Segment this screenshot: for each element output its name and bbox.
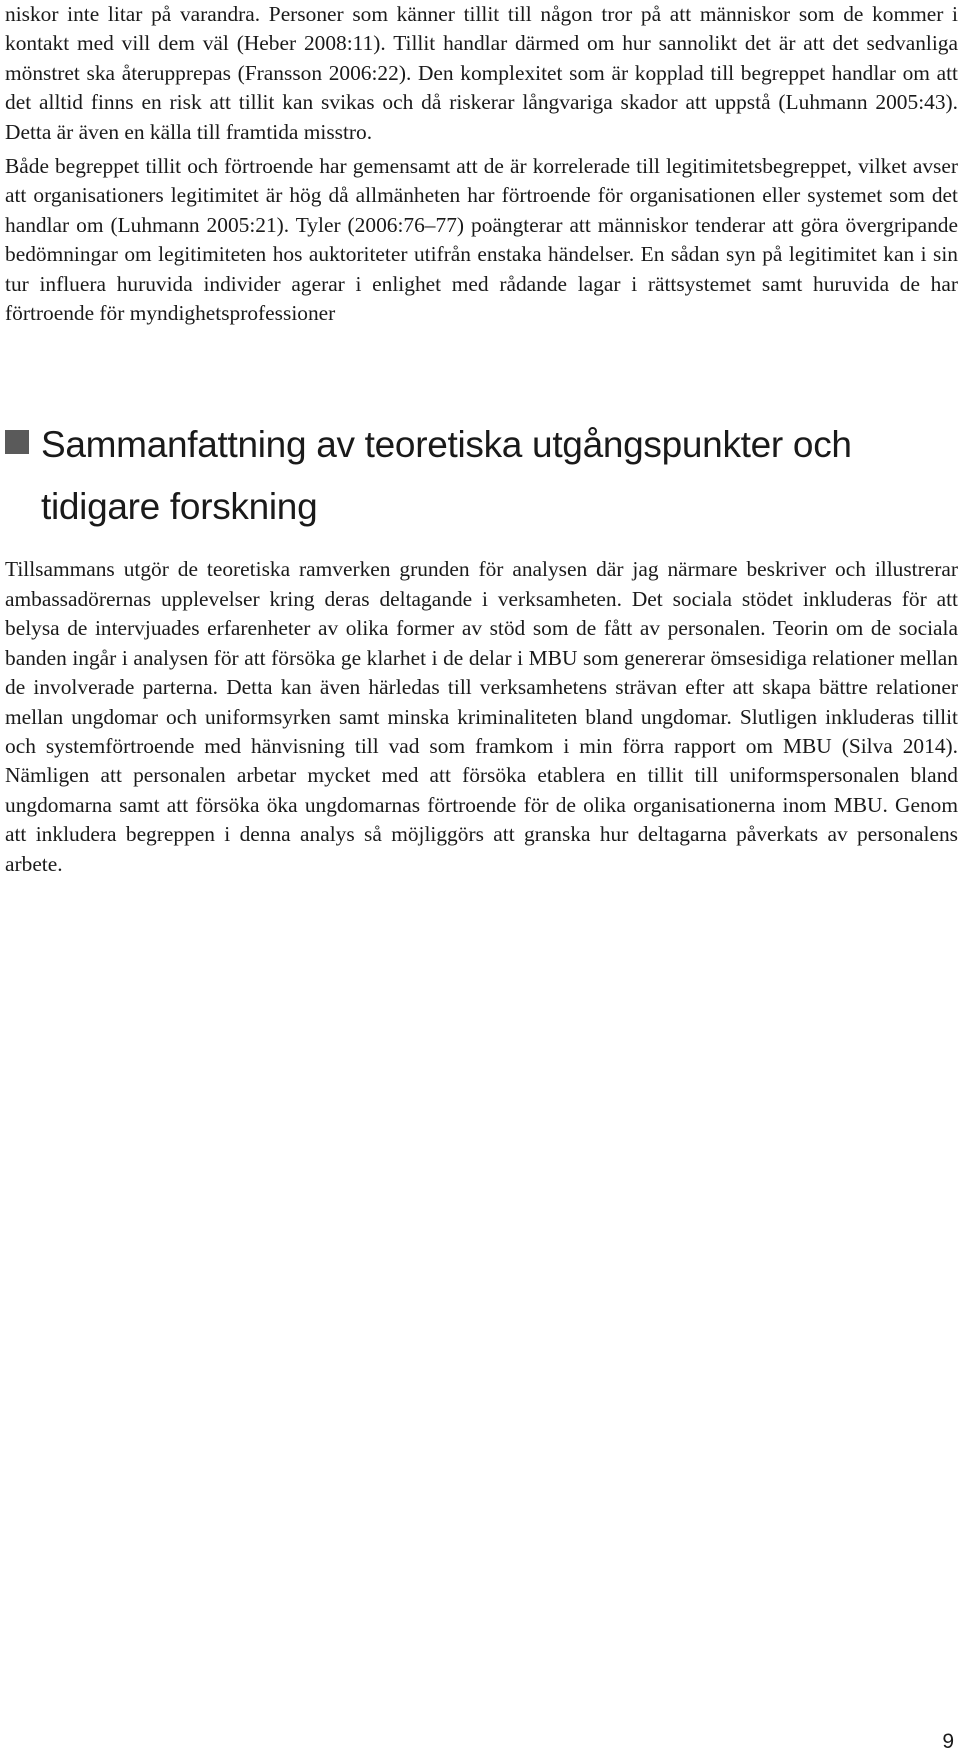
section-heading: Sammanfattning av teoretiska utgångspunkter och tidigare forskning <box>41 424 852 528</box>
section-heading-block <box>5 414 958 538</box>
square-bullet-icon <box>5 430 29 454</box>
document-page <box>5 0 958 879</box>
page-number: 9 <box>942 1730 954 1753</box>
body-paragraph-2: Både begreppet tillit och förtroende har gemensamt att de är korrelerade till legitimitetsbegreppet, vilket avser att organisationers legitimitet är hög då allmänheten har förtroende för organisationen eller systemet som det handlar om (Luhmann 2005:21). Tyler (2006:76–77) poängterar att människor tenderar att göra övergripande bedömningar om legitimiteten hos auktoriteter utifrån enstaka händelser. En sådan syn på legitimitet kan i sin tur influera huruvida individer agerar i enlighet med rådande lagar i rättsystemet samt huruvida de har förtroende för myndighetsprofessioner <box>5 154 958 326</box>
body-paragraph-1: niskor inte litar på varandra. Personer som känner tillit till någon tror på att människor som de kommer i kontakt med vill dem väl (Heber 2008:11). Tillit handlar därmed om hur sannolikt det är att det sedvanliga mönstret ska återupprepas (Fransson 2006:22). Den komplexitet som är kopplad till begreppet handlar om att det alltid finns en risk att tillit kan svikas och då riskerar långvariga skador att uppstå (Luhmann 2005:43). Detta är även en källa till framtida misstro. <box>5 2 958 144</box>
body-paragraph-3: Tillsammans utgör de teoretiska ramverken grunden för analysen där jag närmare beskriver och illustrerar ambassadörernas upplevelser kring deras deltagande i verksamheten. Det sociala stödet inkluderas för att belysa de intervjuades erfarenheter av olika former av stöd som de fått av personalen. Teorin om de sociala banden ingår i analysen för att försöka ge klarhet i de delar i MBU som genererar ömsesidiga relationer mellan de involverade parterna. Detta kan även härledas till verksamhetens strävan efter att skapa bättre relationer mellan ungdomar och uniformsyrken samt minska kriminaliteten bland ungdomar. Slutligen inkluderas tillit och systemförtroende med hänvisning till vad som framkom i min förra rapport om MBU (Silva 2014). Nämligen att personalen arbetar mycket med att försöka etablera en tillit till uniformspersonalen bland ungdomarna samt att försöka öka ungdomarnas förtroende för de olika organisationerna inom MBU. Genom att inkludera begreppen i denna analys så möjliggörs att granska hur deltagarna påverkats av personalens arbete. <box>5 557 958 876</box>
